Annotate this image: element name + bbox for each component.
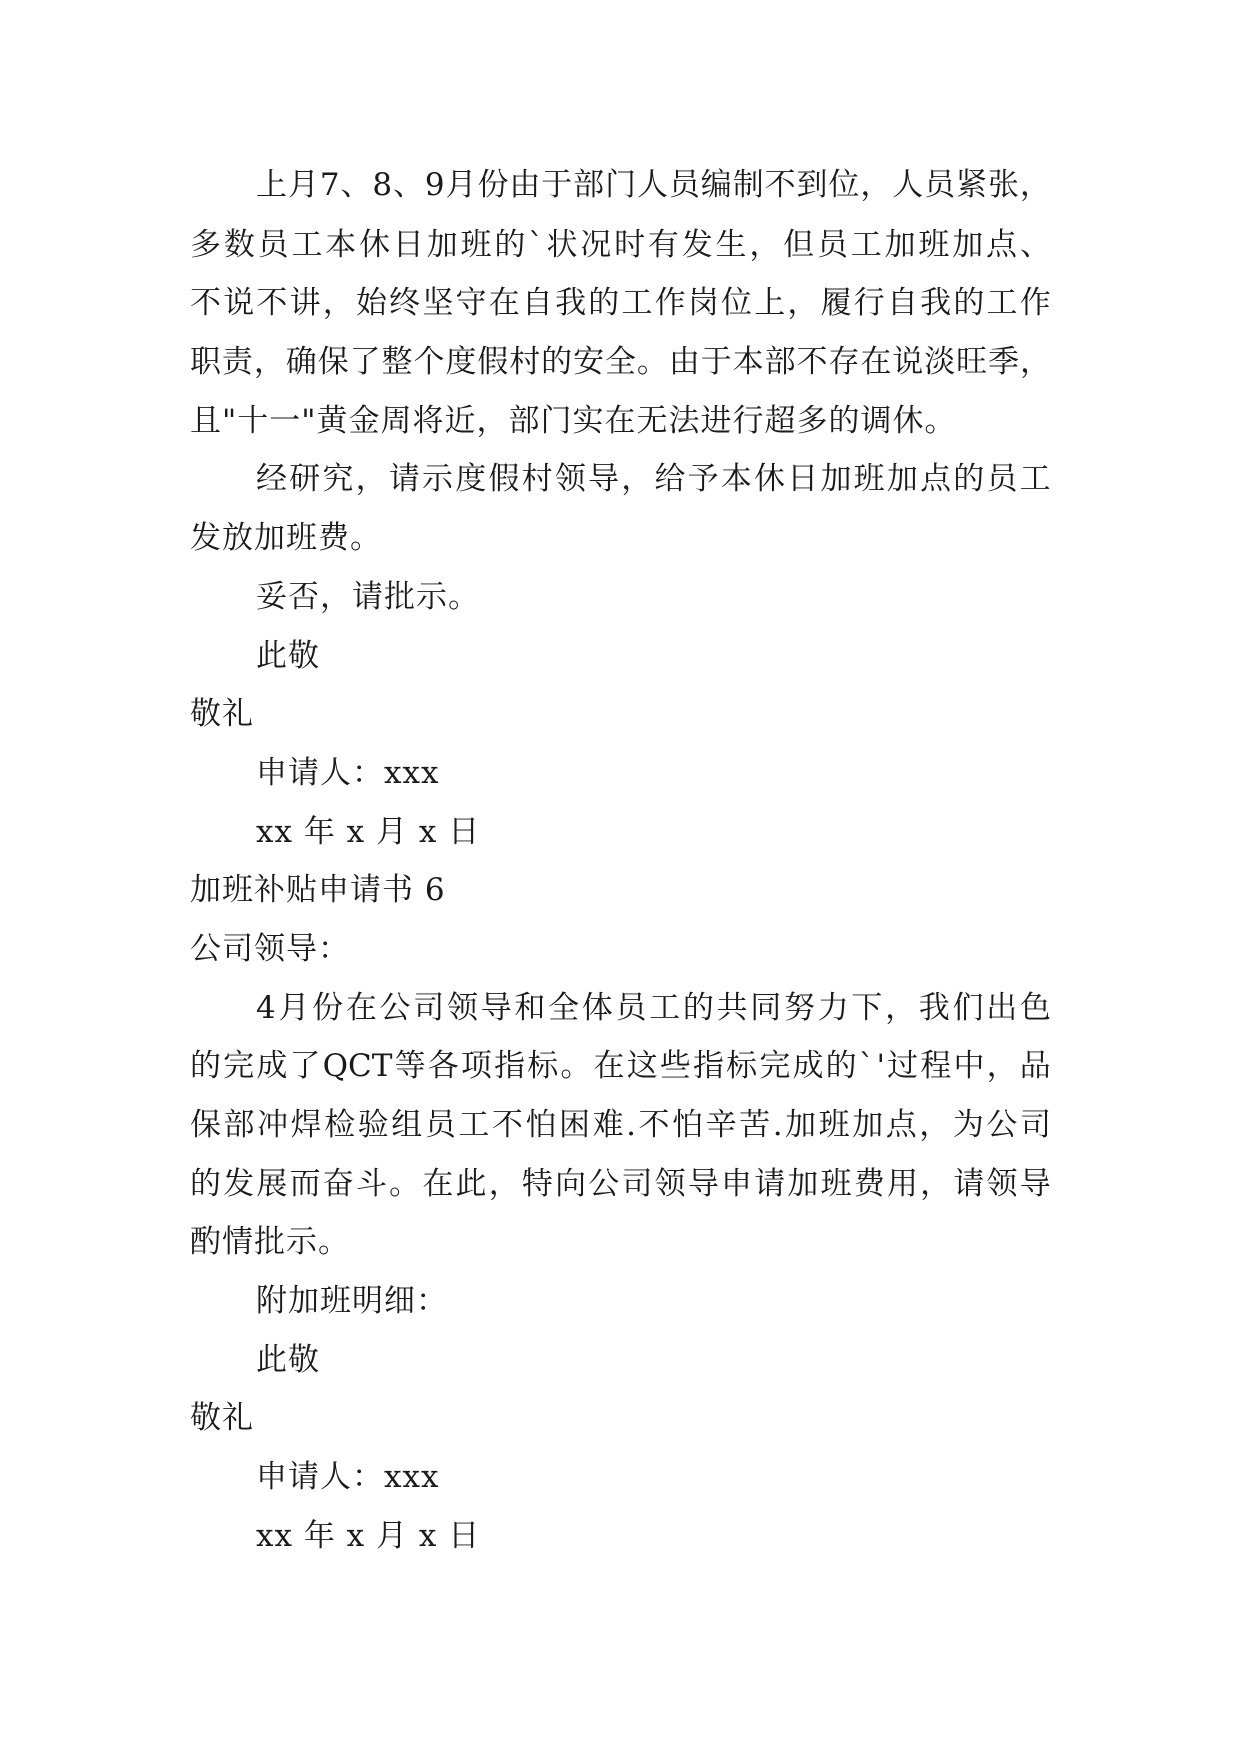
closing-line: 敬礼	[190, 1400, 254, 1436]
applicant-line: 申请人：xxx	[256, 1459, 440, 1495]
body-line: 发放加班费。	[190, 520, 382, 556]
attachment-line: 附加班明细：	[256, 1283, 448, 1319]
body-line: 多 数 员 工 本 休 日 加 班 的 ` 状 况 时 有 发 生 ， 但 员 工 加 班 加 点 、	[190, 227, 1051, 263]
body-line: 不 说 不 讲 ， 始 终 坚 守 在 自 我 的 工 作 岗 位 上 ， 履 行 自 我 的 工 作	[190, 285, 1051, 321]
body-line: 保 部 冲 焊 检 验 组 员 工 不 怕 困 难 . 不 怕 辛 苦 . 加 班 加 点 ， 为 公 司	[190, 1107, 1051, 1143]
body-line: 上 月 7 、 8 、 9 月 份 由 于 部 门 人 员 编 制 不 到 位 ， 人 员 紧 张 ，	[256, 167, 1051, 203]
closing-line: 此敬	[256, 638, 320, 674]
body-line: 的 完 成 了 QCT 等 各 项 指 标 。 在 这 些 指 标 完 成 的 ` ' 过 程 中 ， 品	[190, 1048, 1051, 1084]
body-line: 职 责 ， 确 保 了 整 个 度 假 村 的 安 全 。 由 于 本 部 不 存 在 说 淡 旺 季 ，	[190, 344, 1051, 380]
request-line: 妥否，请批示。	[256, 579, 480, 615]
body-line: 4 月 份 在 公 司 领 导 和 全 体 员 工 的 共 同 努 力 下 ， 我 们 出 色	[256, 990, 1051, 1026]
salutation: 公司领导：	[190, 931, 350, 967]
closing-line: 敬礼	[190, 696, 254, 732]
date-line: xx 年 x 月 x 日	[256, 814, 481, 850]
body-line: 且"十一"黄金周将近，部门实在无法进行超多的调休。	[190, 403, 957, 439]
section-title: 加班补贴申请书 6	[190, 872, 446, 908]
body-line: 酌情批示。	[190, 1224, 350, 1260]
body-line: 经 研 究 ， 请 示 度 假 村 领 导 ， 给 予 本 休 日 加 班 加 点 的 员 工	[256, 461, 1051, 497]
date-line: xx 年 x 月 x 日	[256, 1518, 481, 1554]
applicant-line: 申请人：xxx	[256, 755, 440, 791]
closing-line: 此敬	[256, 1342, 320, 1378]
body-line: 的 发 展 而 奋 斗 。 在 此 ， 特 向 公 司 领 导 申 请 加 班 费 用 ， 请 领 导	[190, 1166, 1051, 1202]
